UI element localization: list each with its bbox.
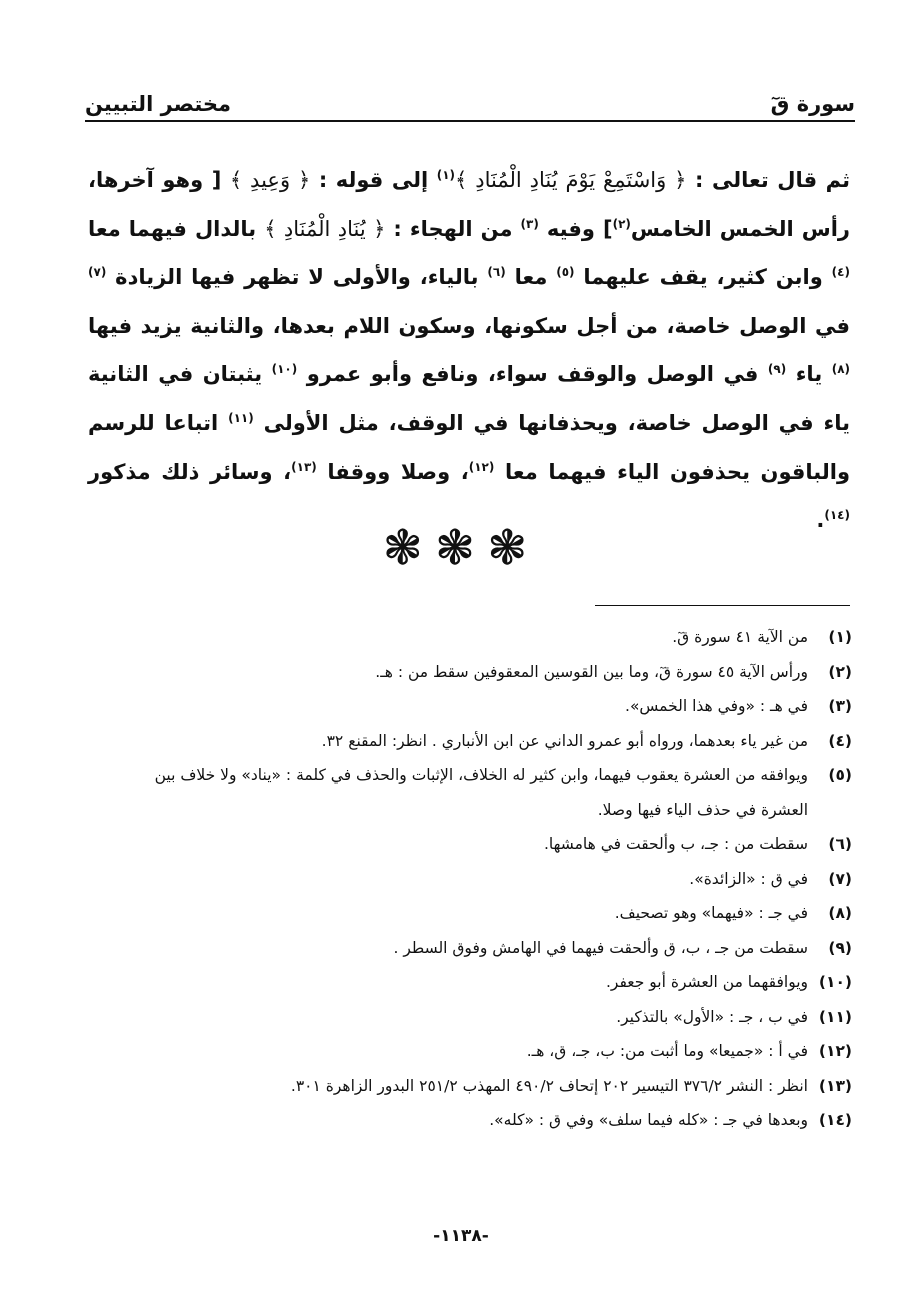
text-run: ، وصلا ووقفا	[316, 459, 469, 484]
text-run: معا	[505, 265, 557, 290]
text-run: معا	[88, 216, 121, 241]
footnote-text: في هـ : «وفي هذا الخمس».	[625, 697, 808, 715]
footnote-number: (٦)	[828, 835, 852, 853]
footnote-item	[150, 1103, 852, 1138]
footnote-item	[150, 965, 852, 1000]
text-run: في	[815, 313, 850, 338]
text-run: فيهما معا	[494, 459, 607, 484]
footnote-number: (٥)	[828, 766, 852, 784]
footnote-text: في ق : «الزائدة».	[689, 869, 808, 888]
running-header	[85, 86, 855, 122]
footnote-ref: (١٠)	[271, 362, 298, 377]
footnote-separator	[595, 605, 850, 606]
footnote-text: وبعدها في جـ : «كله فيما سلف» وفي ق : «كله».	[489, 1111, 808, 1129]
text-run: آخرها، رأس الخمس الخامس	[88, 168, 850, 241]
footnote-text: ورأس الآية ٤٥ سورة قٓ، وما بين القوسين المعقوفين سقط من : هـ.	[375, 662, 808, 681]
footnotes-list	[150, 620, 852, 1138]
footnote-number: (٢)	[828, 662, 852, 681]
footnote-ref: (١)	[436, 168, 456, 182]
footnote-item	[150, 620, 852, 655]
footnote-text: من الآية ٤١ سورة قٓ.	[672, 628, 808, 646]
footnote-number: (١)	[828, 628, 852, 646]
footnote-text: في جـ : «فيهما» وهو تصحيف.	[614, 904, 808, 922]
footnote-number: (٩)	[828, 938, 852, 957]
footnote-item	[150, 655, 852, 690]
text-run: الوصل والوقف سواء، ونافع وأبو عمرو	[297, 362, 714, 387]
footnote-item	[150, 724, 852, 759]
footnote-text: في أ : «جميعا» وما أثبت من: ب، جـ، ق، هـ.	[526, 1042, 808, 1060]
footnote-text: من غير ياء بعدهما، ورواه أبو عمرو الداني عن ابن الأنباري . انظر: المقنع ٣٢.	[321, 731, 808, 750]
book-title: مختصر التبيين	[85, 92, 232, 116]
text-run: .	[816, 508, 825, 533]
footnote-ref: (٢)	[612, 216, 631, 231]
footnote-number: (١٢)	[818, 1042, 852, 1060]
footnote-text: سقطت من جـ ، ب، ق وألحقت فيهما في الهامش وفوق السطر .	[393, 938, 808, 957]
quran-quote: ﴿ وَاسْتَمِعْ يَوْمَ يُنَادِ الْمُنَادِ ﴾	[455, 168, 687, 192]
text-run: في	[723, 362, 768, 387]
page-number: -١١٣٨-	[433, 1226, 489, 1246]
footnote-item	[150, 758, 852, 827]
footnote-ref: (٩)	[767, 362, 787, 377]
footnote-item	[150, 1034, 852, 1069]
footnote-number: (٣)	[828, 697, 852, 715]
footnote-item	[150, 827, 852, 862]
footnote-ref: (١٤)	[824, 508, 850, 523]
section-divider-ornament-icon: ❃❃❃	[382, 520, 540, 576]
text-run: وابن كثير، يقف عليهما	[574, 265, 832, 290]
text-line	[162, 168, 850, 192]
text-run: ] وفيه	[538, 216, 613, 241]
text-run: بالياء، والأولى لا تظهر فيها الزيادة	[106, 265, 488, 290]
footnote-item	[150, 896, 852, 931]
footnote-item	[150, 862, 852, 897]
text-run: ثم قال تعالى :	[686, 168, 851, 192]
footnote-ref: (١١)	[228, 410, 254, 425]
footnote-number: (٧)	[828, 869, 852, 888]
footnote-text: انظر : النشر ٣٧٦/٢ التيسير ٢٠٢ إتحاف ٤٩٠/٢ المهذب ٢٥١/٢ البدور الزاهرة ٣٠١.	[290, 1076, 808, 1095]
footnote-number: (١٤)	[818, 1111, 852, 1129]
text-run: من الهجاء :	[385, 216, 521, 241]
footnote-number: (١٠)	[818, 973, 852, 991]
footnote-number: (٤)	[828, 731, 852, 750]
footnote-number: (١١)	[818, 1007, 852, 1026]
footnote-ref: (٣)	[520, 216, 539, 231]
footnote-ref: (٥)	[556, 265, 575, 280]
text-run: ياء	[786, 362, 832, 387]
text-run: بالدال فيهما	[128, 216, 265, 241]
quran-quote: ﴿ وَعِيدِ ﴾	[229, 168, 311, 192]
text-run: الوصل خاصة، من أجل سكونها، وسكون اللام بعدها، والثانية يزيد فيها	[88, 313, 807, 338]
footnote-item	[150, 1069, 852, 1104]
footnote-text: ويوافقه من العشرة يعقوب فيهما، وابن كثير له الخلاف، الإثبات والحذف في كلمة : «يناد» ولا خلاف بين العشرة في حذف الياء فيها وصلا.	[154, 766, 808, 819]
footnote-text: سقطت من : جـ، ب وألحقت في هامشها.	[543, 835, 808, 853]
quran-quote: ﴿ يُنَادِ الْمُنَادِ ﴾	[264, 216, 386, 241]
footnote-number: (٨)	[828, 904, 852, 922]
text-run: إلى قوله :	[310, 168, 437, 192]
text-run: [ وهو	[162, 168, 230, 192]
footnote-item	[150, 689, 852, 724]
footnote-ref: (١٣)	[291, 459, 317, 474]
footnote-ref: (١٢)	[468, 459, 495, 474]
footnote-ref: (٧)	[88, 265, 107, 280]
footnote-item	[150, 1000, 852, 1035]
text-run: يثبتان في الثانية ياء في الوصل خاصة،	[88, 362, 850, 435]
footnote-ref: (٤)	[831, 265, 850, 280]
main-text	[88, 156, 850, 545]
footnote-item	[150, 931, 852, 966]
footnote-text: في ب ، جـ : «الأول» بالتذكير.	[616, 1007, 808, 1026]
text-run: اتباعا للرسم والباقون يحذفون الياء	[88, 410, 850, 484]
footnote-ref: (٦)	[487, 265, 506, 280]
footnote-text: ويوافقهما من العشرة أبو جعفر.	[605, 973, 808, 991]
footnote-number: (١٣)	[818, 1076, 852, 1095]
surah-title: سورة قٓ	[770, 92, 855, 116]
text-run: ويحذفانها في الوقف، مثل الأولى	[253, 410, 618, 435]
text-run: ، وسائر ذلك مذكور	[88, 459, 292, 484]
footnote-ref: (٨)	[831, 362, 850, 377]
